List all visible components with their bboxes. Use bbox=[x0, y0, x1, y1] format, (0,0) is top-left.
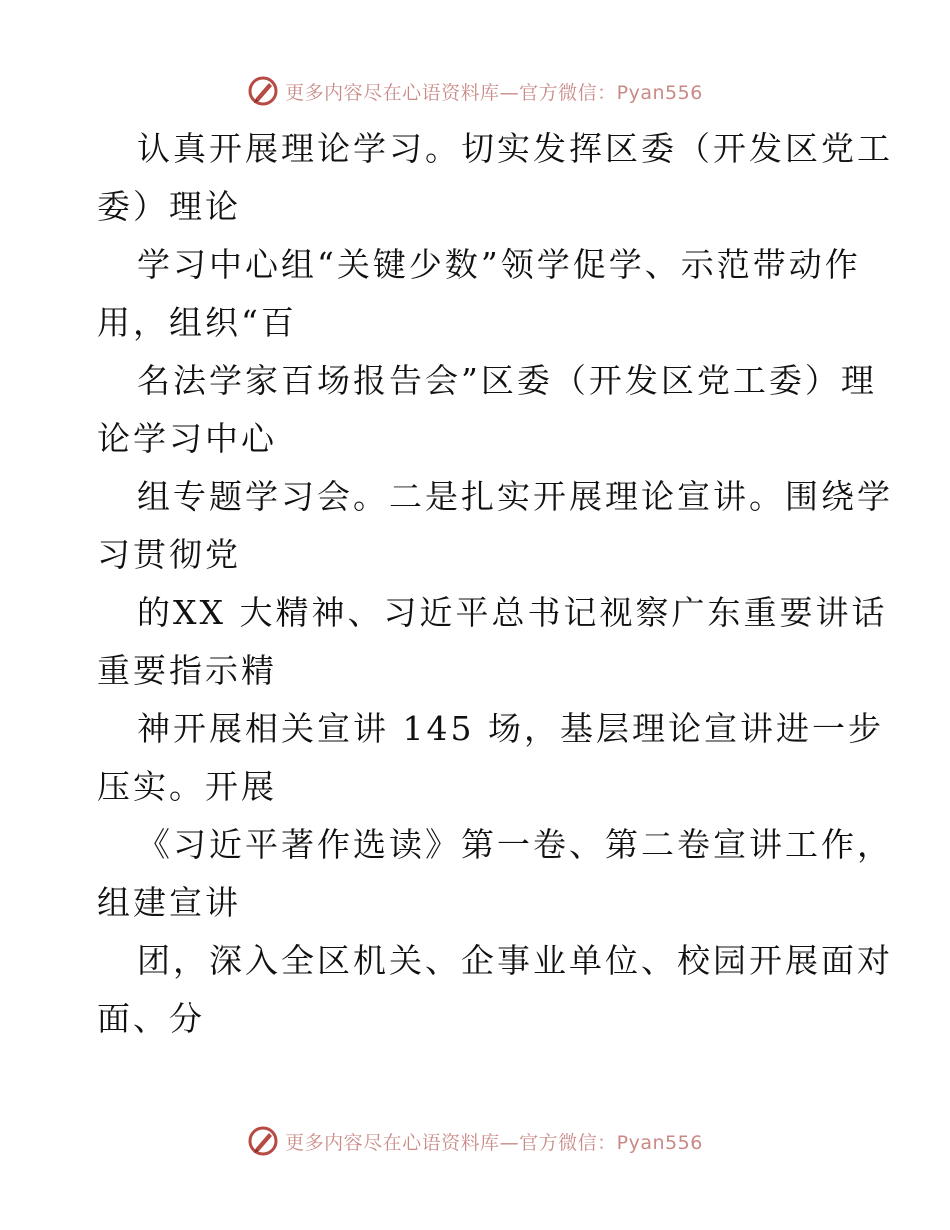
text-line: 名法学家百场报告会”区委（开发区党工委）理 bbox=[137, 361, 877, 400]
document-body bbox=[97, 120, 893, 1048]
text-line: 用，组织“百 bbox=[97, 303, 297, 342]
text-line: 面、分 bbox=[97, 999, 205, 1038]
text-line: 习贯彻党 bbox=[97, 535, 241, 574]
watermark-text: 更多内容尽在心语资料库—官方微信：Pyan556 bbox=[285, 1131, 703, 1154]
text-line: 委）理论 bbox=[97, 187, 241, 226]
header-watermark bbox=[0, 71, 950, 111]
text-line: 的XX 大精神、习近平总书记视察广东重要讲话 bbox=[137, 593, 888, 632]
text-line: 团，深入全区机关、企事业单位、校园开展面对 bbox=[137, 941, 893, 980]
text-line: 组专题学习会。二是扎实开展理论宣讲。围绕学 bbox=[137, 477, 893, 516]
text-line: 压实。开展 bbox=[97, 767, 277, 806]
text-line: 《习近平著作选读》第一卷、第二卷宣讲工作， bbox=[137, 825, 893, 864]
text-line: 神开展相关宣讲 145 场，基层理论宣讲进一步 bbox=[137, 709, 884, 748]
text-line: 认真开展理论学习。切实发挥区委（开发区党工 bbox=[137, 129, 893, 168]
text-line: 组建宣讲 bbox=[97, 883, 241, 922]
text-line: 重要指示精 bbox=[97, 651, 277, 690]
text-line: 学习中心组“关键少数”领学促学、示范带动作 bbox=[137, 245, 861, 284]
text-line: 论学习中心 bbox=[97, 419, 277, 458]
pen-logo-icon bbox=[247, 1125, 279, 1157]
pen-logo-icon bbox=[247, 75, 279, 107]
footer-watermark bbox=[0, 1121, 950, 1161]
watermark-text: 更多内容尽在心语资料库—官方微信：Pyan556 bbox=[285, 81, 703, 104]
